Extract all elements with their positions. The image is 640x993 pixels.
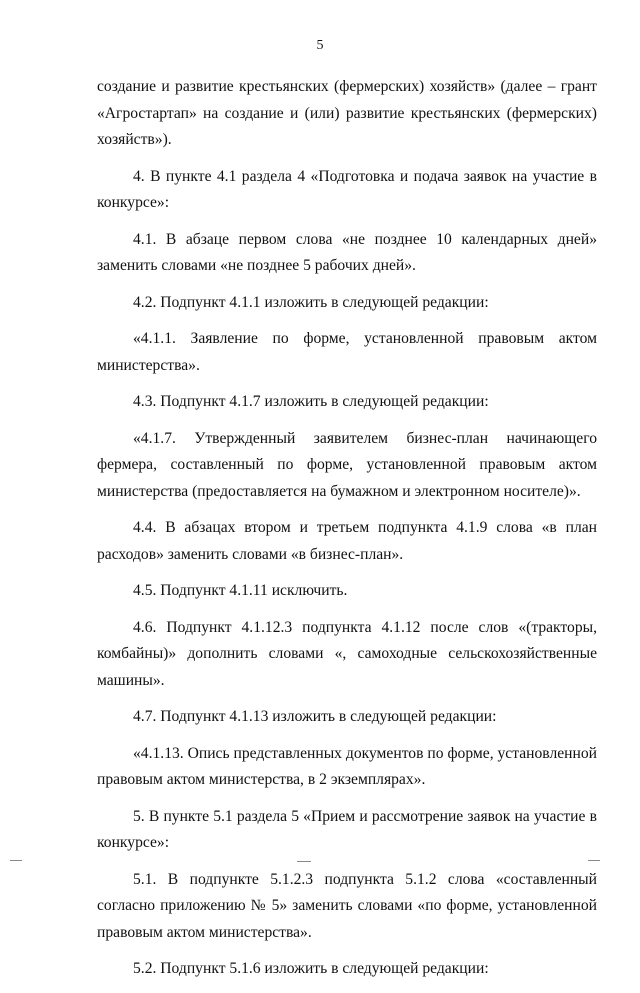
scan-speck (10, 860, 22, 861)
paragraph-continuation: создание и развитие крестьянских (фермерских) хозяйств» (далее – грант «Агростартап» на создание и (или) развитие крестьянских (фермерских) хозяйств»). (97, 78, 597, 148)
paragraph-item-4-1: 4.1. В абзаце первом слова «не позднее 10 календарных дней» заменить словами «не позднее 5 рабочих дней». (97, 230, 597, 274)
paragraph-item-4-6: 4.6. Подпункт 4.1.12.3 подпункта 4.1.12 после слов «(тракторы, комбайны)» дополнить словами «, самоходные сельскохозяйственные машины». (97, 618, 597, 689)
paragraph-item-5: 5. В пункте 5.1 раздела 5 «Прием и рассмотрение заявок на участие в конкурсе»: (97, 807, 597, 851)
scan-speck (297, 861, 311, 862)
paragraph-item-4-3: 4.3. Подпункт 4.1.7 изложить в следующей редакции: (133, 393, 489, 410)
page-number: 5 (316, 38, 324, 53)
paragraph-item-4-5: 4.5. Подпункт 4.1.11 исключить. (133, 582, 348, 599)
paragraph-item-4-2: 4.2. Подпункт 4.1.1 изложить в следующей редакции: (133, 293, 489, 311)
paragraph-item-5-1: 5.1. В подпункте 5.1.2.3 подпункта 5.1.2 слова «составленный согласно приложению № 5» заменить словами «по форме, установленной правовым актом министерства». (97, 870, 597, 941)
paragraph-quote-4-1-13: «4.1.13. Опись представленных документов по форме, установленной правовым актом министерства, в 2 экземплярах». (97, 744, 597, 788)
paragraph-item-5-2: 5.2. Подпункт 5.1.6 изложить в следующей редакции: (133, 960, 489, 977)
document-body (97, 74, 597, 993)
paragraph-item-4-4: 4.4. В абзацах втором и третьем подпункта 4.1.9 слова «в план расходов» заменить словами «в бизнес-план». (97, 519, 597, 563)
scan-speck (588, 860, 600, 861)
paragraph-quote-4-1-1: «4.1.1. Заявление по форме, установленной правовым актом министерства». (97, 330, 597, 374)
paragraph-item-4: 4. В пункте 4.1 раздела 4 «Подготовка и подача заявок на участие в конкурсе»: (97, 167, 597, 211)
paragraph-item-4-7: 4.7. Подпункт 4.1.13 изложить в следующей редакции: (133, 708, 497, 725)
paragraph-quote-4-1-7: «4.1.7. Утвержденный заявителем бизнес-план начинающего фермера, составленный по форме, установленной правовым актом министерства (предоставляется на бумажном и электронном носителе)». (97, 429, 597, 500)
